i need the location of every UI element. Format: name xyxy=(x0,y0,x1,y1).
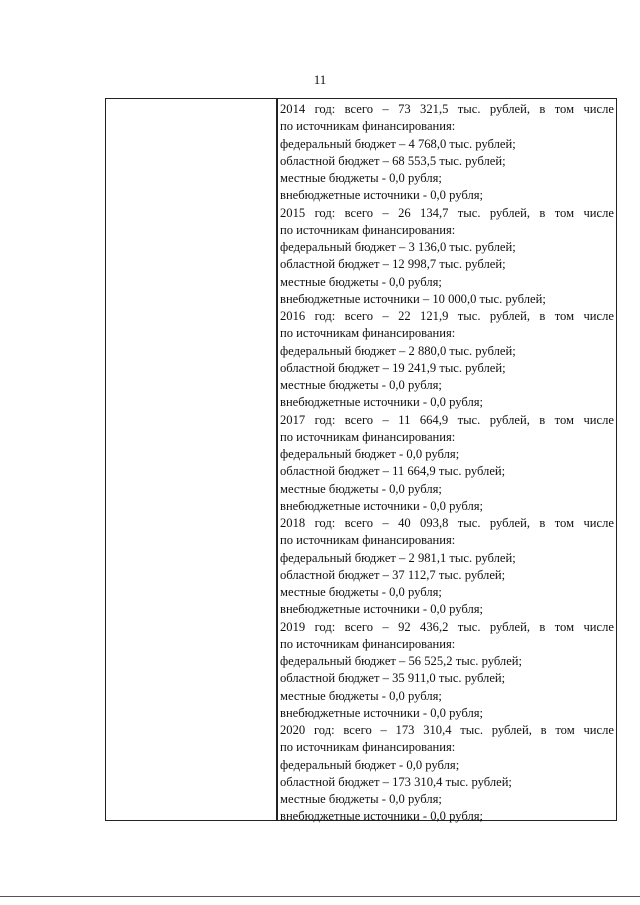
local-budget-line: местные бюджеты - 0,0 рубля; xyxy=(280,274,442,289)
extrabudgetary-line: внебюджетные источники - 0,0 рубля; xyxy=(280,705,484,720)
local-budget-line: местные бюджеты - 0,0 рубля; xyxy=(280,792,442,806)
column-divider xyxy=(276,99,278,820)
funding-block-2017 xyxy=(280,412,614,516)
regional-budget-line: областной бюджет – 68 553,5 тыс. рублей; xyxy=(280,153,506,168)
local-budget-line: местные бюджеты - 0,0 рубля; xyxy=(280,378,442,392)
federal-budget-line: федеральный бюджет – 2 981,1 тыс. рублей; xyxy=(280,550,516,565)
funding-block-2019 xyxy=(280,619,614,723)
local-budget-line: местные бюджеты - 0,0 рубля; xyxy=(280,585,442,599)
year-total-line: 2018 год: всего – 40 093,8 тыс. рублей, в том числе xyxy=(280,516,614,530)
year-total-line: 2016 год: всего – 22 121,9 тыс. рублей, в том числе xyxy=(280,309,614,323)
sources-heading-line: по источникам финансирования: xyxy=(280,429,456,444)
sources-heading-line: по источникам финансирования: xyxy=(280,533,456,548)
year-total-line: 2017 год: всего – 11 664,9 тыс. рублей, в том числе xyxy=(280,412,614,427)
extrabudgetary-line: внебюджетные источники - 0,0 рубля; xyxy=(280,809,484,824)
table-label-cell xyxy=(106,99,276,820)
extrabudgetary-line: внебюджетные источники - 0,0 рубля; xyxy=(280,602,484,617)
local-budget-line: местные бюджеты - 0,0 рубля; xyxy=(280,171,442,185)
year-total-line: 2014 год: всего – 73 321,5 тыс. рублей, в том числе xyxy=(280,102,614,116)
funding-block-2020 xyxy=(280,722,614,826)
extrabudgetary-line: внебюджетные источники - 0,0 рубля; xyxy=(280,395,484,410)
regional-budget-line: областной бюджет – 12 998,7 тыс. рублей; xyxy=(280,257,506,272)
extrabudgetary-line: внебюджетные источники - 0,0 рубля; xyxy=(280,188,484,203)
sources-heading-line: по источникам финансирования: xyxy=(280,119,456,134)
sources-heading-line: по источникам финансирования: xyxy=(280,740,456,755)
funding-text-cell xyxy=(280,101,614,826)
extrabudgetary-line: внебюджетные источники - 0,0 рубля; xyxy=(280,498,484,513)
year-total-line: 2020 год: всего – 173 310,4 тыс. рублей, в том числе xyxy=(280,723,614,737)
regional-budget-line: областной бюджет – 35 911,0 тыс. рублей; xyxy=(280,671,506,686)
regional-budget-line: областной бюджет – 173 310,4 тыс. рублей; xyxy=(280,774,512,789)
year-total-line: 2015 год: всего – 26 134,7 тыс. рублей, в том числе xyxy=(280,205,614,220)
federal-budget-line: федеральный бюджет – 4 768,0 тыс. рублей; xyxy=(280,136,516,151)
funding-block-2018 xyxy=(280,515,614,619)
federal-budget-line: федеральный бюджет - 0,0 рубля; xyxy=(280,757,460,772)
funding-table xyxy=(105,98,617,824)
page-number: 11 xyxy=(313,72,327,87)
federal-budget-line: федеральный бюджет – 3 136,0 тыс. рублей; xyxy=(280,240,516,254)
local-budget-line: местные бюджеты - 0,0 рубля; xyxy=(280,688,442,703)
sources-heading-line: по источникам финансирования: xyxy=(280,326,456,341)
regional-budget-line: областной бюджет – 37 112,7 тыс. рублей; xyxy=(280,567,506,582)
bottom-page-rule xyxy=(0,896,640,897)
sources-heading-line: по источникам финансирования: xyxy=(280,636,456,651)
sources-heading-line: по источникам финансирования: xyxy=(280,222,456,237)
federal-budget-line: федеральный бюджет - 0,0 рубля; xyxy=(280,447,460,461)
extrabudgetary-line: внебюджетные источники – 10 000,0 тыс. рублей; xyxy=(280,291,546,306)
funding-block-2016 xyxy=(280,308,614,412)
funding-block-2015 xyxy=(280,205,614,309)
year-total-line: 2019 год: всего – 92 436,2 тыс. рублей, в том числе xyxy=(280,619,614,634)
federal-budget-line: федеральный бюджет – 2 880,0 тыс. рублей; xyxy=(280,343,516,358)
federal-budget-line: федеральный бюджет – 56 525,2 тыс. рублей; xyxy=(280,654,523,668)
funding-block-2014 xyxy=(280,101,614,205)
regional-budget-line: областной бюджет – 19 241,9 тыс. рублей; xyxy=(280,360,506,375)
local-budget-line: местные бюджеты - 0,0 рубля; xyxy=(280,481,442,496)
regional-budget-line: областной бюджет – 11 664,9 тыс. рублей; xyxy=(280,464,506,479)
